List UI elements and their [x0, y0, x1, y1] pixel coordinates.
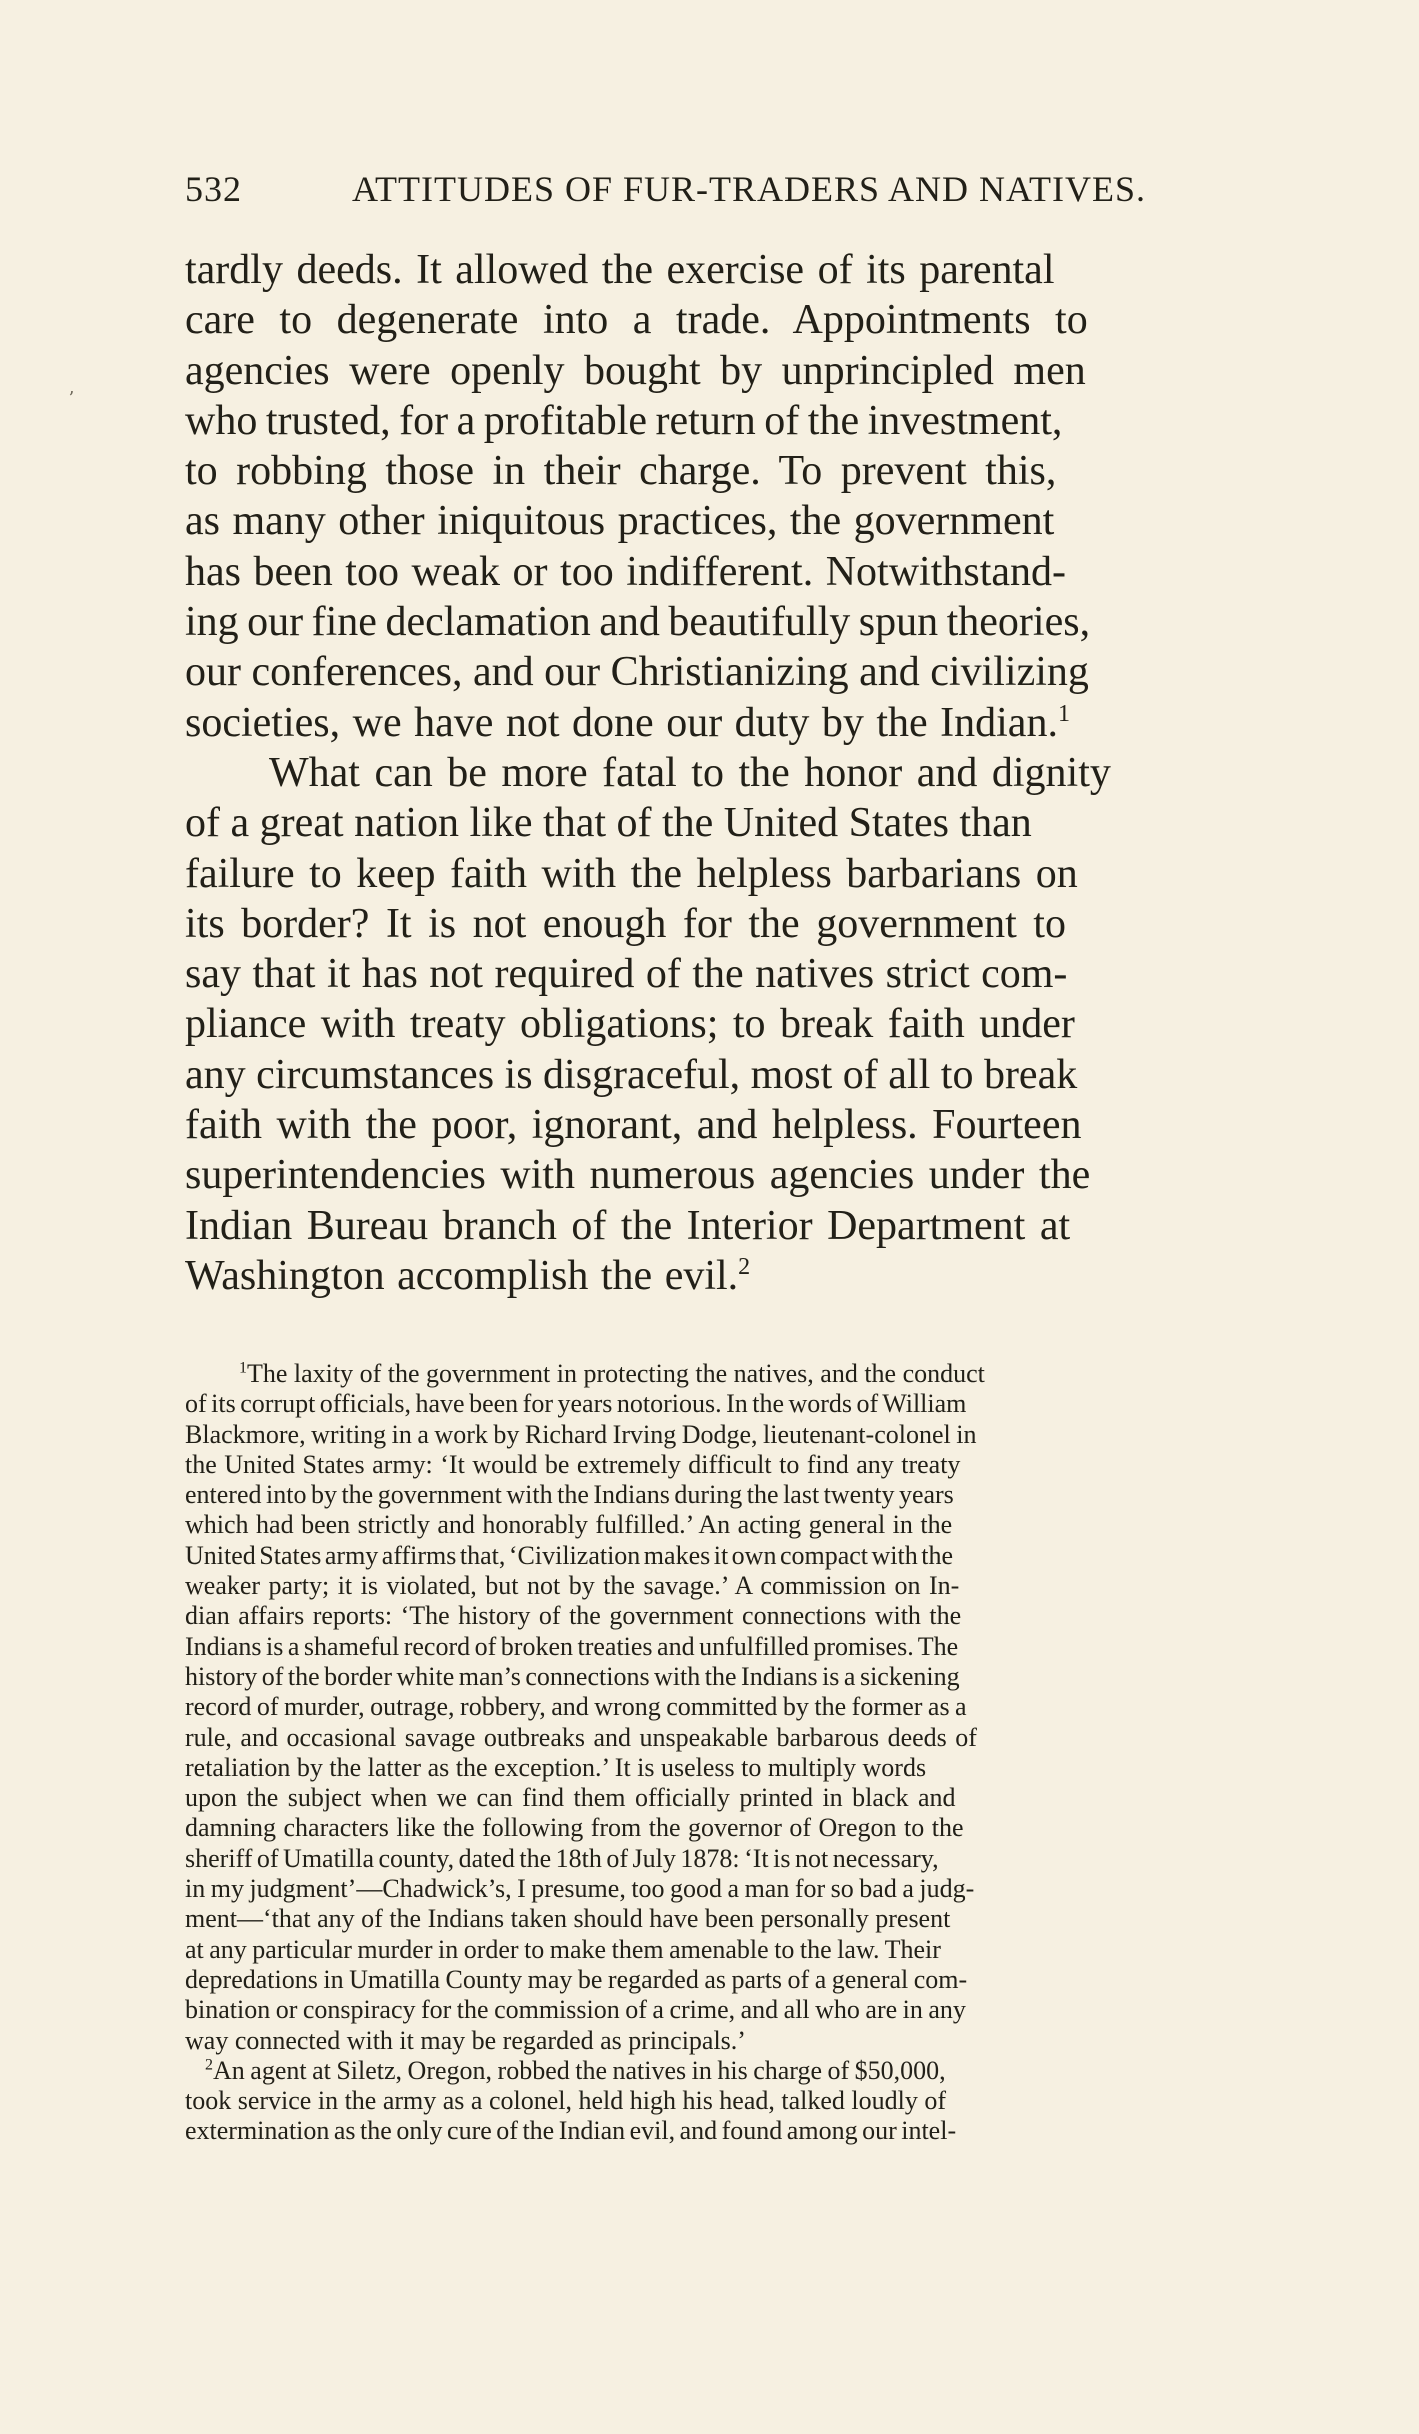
margin-mark: ʼ	[68, 388, 74, 409]
footnotes	[185, 1359, 1335, 2147]
text-line: agencies were openly bought by unprincipled men	[185, 347, 1086, 394]
footnote-line: sheriff of Umatilla county, dated the 18th of July 1878: ‘It is not necessary,	[185, 1843, 939, 1873]
footnote-line: $^1$The laxity of the government in protecting the natives, and the conduct	[239, 1359, 985, 1388]
footnote-number-2: 2	[205, 2056, 213, 2074]
footnote-line: in my judgment’—Chadwick’s, I presume, too good a man for so bad a judg-	[185, 1874, 975, 1904]
footnote-number-1: 1	[239, 1359, 247, 1377]
text-line: its border? It is not enough for the government to	[185, 900, 1066, 947]
footnote-reference-1: 1	[1057, 700, 1070, 727]
text-line: Indian Bureau branch of the Interior Department at	[185, 1202, 1071, 1249]
footnote-line: dian affairs reports: ‘The history of the government connections with the	[185, 1601, 962, 1631]
text-line: failure to keep faith with the helpless barbarians on	[185, 850, 1078, 897]
text-line: to robbing those in their charge. To prevent this,	[185, 448, 1057, 495]
text-line: pliance with treaty obligations; to break faith under	[185, 1001, 1075, 1048]
footnote-line: of its corrupt officials, have been for years notorious. In the words of William	[185, 1389, 967, 1419]
footnote-line: which had been strictly and honorably fulfilled.’ An acting general in the	[185, 1510, 953, 1540]
text-line: tardly deeds. It allowed the exercise of its parental	[185, 247, 1055, 293]
running-head	[185, 168, 1185, 218]
footnote-line: retaliation by the latter as the exception.’ It is useless to multiply words	[185, 1752, 927, 1782]
text-line: any circumstances is disgraceful, most of all to break	[185, 1051, 1078, 1098]
footnote-line: entered into by the government with the Indians during the last twenty years	[185, 1480, 954, 1510]
footnote-line: depredations in Umatilla County may be regarded as parts of a general com-	[185, 1964, 968, 1994]
text-line: has been too weak or too indifferent. Notwithstand-	[185, 548, 1067, 595]
footnote-line: upon the subject when we can find them officially printed in black and	[185, 1783, 956, 1813]
footnote-line: damning characters like the following from the governor of Oregon to the	[185, 1813, 964, 1843]
footnote-line: way connected with it may be regarded as principals.’	[185, 2025, 746, 2055]
text-line: of a great nation like that of the United States than	[185, 800, 1032, 847]
footnote-line: took service in the army as a colonel, held high his head, talked loudly of	[185, 2086, 947, 2116]
text-line: superintendencies with numerous agencies under the	[185, 1152, 1091, 1199]
footnote-line: United States army affirms that, ‘Civilization makes it own compact with the	[185, 1540, 954, 1570]
footnote-line: Blackmore, writing in a work by Richard Irving Dodge, lieutenant-colonel in	[185, 1419, 977, 1449]
text-line: our conferences, and our Christianizing and civilizing	[185, 649, 1089, 696]
text-line: What can be more fatal to the honor and dignity	[269, 749, 1111, 796]
main-text	[185, 245, 1335, 1301]
footnote-line: extermination as the only cure of the Indian evil, and found among our intel-	[185, 2116, 957, 2146]
footnote-line: at any particular murder in order to make them amenable to the law. Their	[185, 1934, 941, 1964]
text-line: care to degenerate into a trade. Appointments to	[185, 297, 1088, 344]
footnote-line: the United States army: ‘It would be extremely difficult to find any treaty	[185, 1449, 961, 1479]
footnote-reference-2: 2	[738, 1253, 751, 1280]
text-line: societies, we have not done our duty by the Indian.$^1$	[185, 699, 1070, 746]
footnote-line: bination or conspiracy for the commission of a crime, and all who are in any	[185, 1995, 966, 2025]
footnote-line: history of the border white man’s connections with the Indians is a sickening	[185, 1661, 960, 1691]
text-line: Washington accomplish the evil.$^2$	[185, 1252, 751, 1299]
running-title: ATTITUDES OF FUR-TRADERS AND NATIVES.	[352, 169, 1147, 209]
footnote-line: rule, and occasional savage outbreaks and unspeakable barbarous deeds of	[185, 1722, 977, 1752]
page-number: 532	[185, 169, 242, 209]
text-line: as many other iniquitous practices, the government	[185, 498, 1055, 545]
text-line: faith with the poor, ignorant, and helpless. Fourteen	[185, 1102, 1082, 1149]
footnote-line: $^2$An agent at Siletz, Oregon, robbed the natives in his charge of $50,000,	[205, 2055, 946, 2085]
footnote-line: weaker party; it is violated, but not by the savage.’ A commission on In-	[185, 1571, 960, 1601]
text-line: say that it has not required of the natives strict com-	[185, 951, 1068, 998]
text-line: who trusted, for a profitable return of the investment,	[185, 397, 1063, 444]
footnote-line: record of murder, outrage, robbery, and wrong committed by the former as a	[185, 1692, 967, 1722]
footnote-line: ment—‘that any of the Indians taken should have been personally present	[185, 1904, 951, 1934]
text-line: ing our fine declamation and beautifully spun theories,	[185, 599, 1091, 646]
footnote-line: Indians is a shameful record of broken treaties and unfulfilled promises. The	[185, 1631, 959, 1661]
